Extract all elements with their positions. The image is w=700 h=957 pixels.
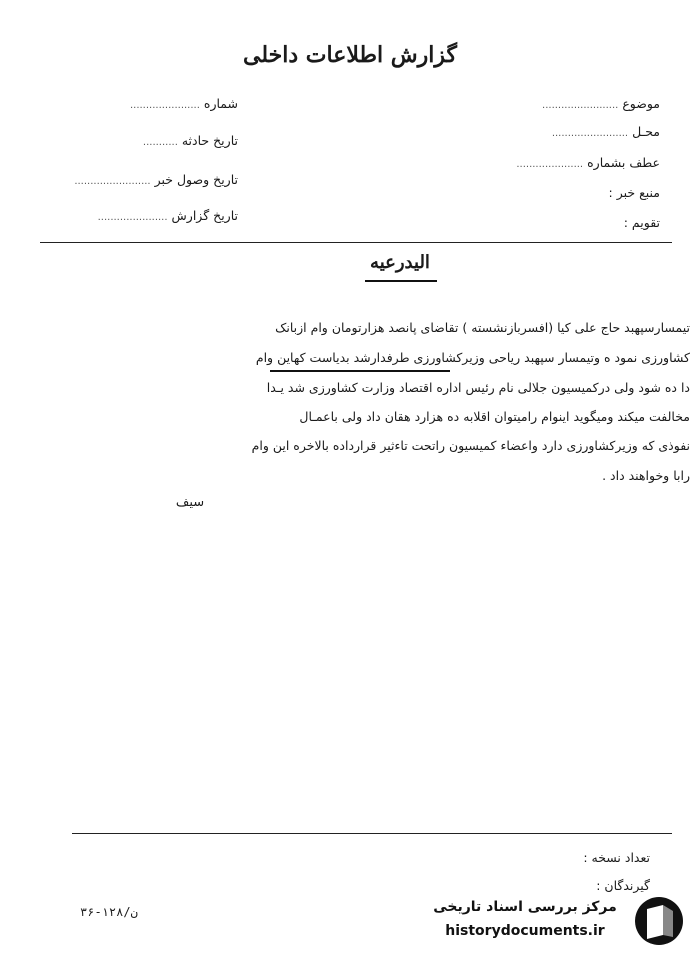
watermark-logo <box>425 895 695 950</box>
report-title: گزارش اطلاعات داخلی <box>243 42 457 68</box>
recipients-label: گیرندگان : <box>596 878 650 893</box>
body-line: دا ده شود ولی درکمیسیون جلالی نام رئیس اداره اقتصاد وزارت کشاورزی شد یـدا <box>266 380 690 395</box>
field-incident-date-dots: ........... <box>142 137 178 148</box>
field-subject <box>542 96 660 111</box>
field-number <box>130 96 238 111</box>
watermark-title: مرکز بررسی اسناد تاریخی <box>433 899 617 915</box>
field-subject-dots: ........................ <box>542 100 619 111</box>
footer-divider <box>72 833 672 834</box>
field-incident-date <box>143 133 238 148</box>
body-line: نفوذی که وزیرکشاورزی دارد واعضاء کمیسیون راتحت تاءثیر قرارداده بالاخره این وام <box>251 438 690 453</box>
signature-name: سیف <box>175 495 205 510</box>
field-location-label: محـل <box>632 124 660 139</box>
field-news-source <box>609 185 660 200</box>
watermark-url: historydocuments.ir <box>445 923 605 939</box>
heading-underline <box>365 280 437 282</box>
field-report-date <box>98 208 238 223</box>
body-line: کشاورزی نمود ه وتیمسار سپهبد ریاحی وزیرکشاورزی طرفدارشد بدیاست کهاین وام <box>255 350 690 365</box>
field-news-received-date-dots: ........................ <box>74 176 151 187</box>
field-news-received-date <box>74 172 238 187</box>
field-location-dots: ........................ <box>551 128 629 139</box>
field-incident-date-label: تاریخ حادثه <box>181 133 238 148</box>
field-number-label: شماره <box>203 96 238 111</box>
body-underline <box>270 370 450 372</box>
field-reference-number-label: عطف بشماره <box>587 155 660 170</box>
handwritten-heading: الیدرعیه <box>370 252 430 273</box>
document-reference: ۳۶-۱۲۸/ن <box>80 905 138 919</box>
copies-count-label: تعداد نسخه : <box>583 850 650 865</box>
field-report-date-label: تاریخ گزارش <box>171 208 238 223</box>
field-evaluation <box>624 215 660 230</box>
field-subject-label: موضوع <box>622 96 660 111</box>
body-line: مخالفت میکند ومیگوید اینوام رامیتوان اقلابه ده هزارد هقان داد ولی باعمـال <box>299 409 690 424</box>
field-reference-number-dots: ..................... <box>516 159 584 170</box>
field-news-received-date-label: تاریخ وصول خبر <box>154 172 238 187</box>
field-reference-number <box>516 155 660 170</box>
body-line: تیمسارسپهبد حاج علی کیا (افسربازنشسته ) تقاضای پانصد هزارتومان وام ازبانک <box>275 320 690 335</box>
field-news-source-label: منبع خبر : <box>608 185 660 200</box>
body-line: رابا وخواهند داد . <box>602 468 690 483</box>
field-number-dots: ...................... <box>129 100 200 111</box>
field-location <box>552 124 660 139</box>
field-report-date-dots: ...................... <box>97 212 168 223</box>
field-evaluation-label: تقویم : <box>623 215 660 230</box>
archive-logo-icon <box>633 895 685 947</box>
header-divider <box>40 242 672 243</box>
